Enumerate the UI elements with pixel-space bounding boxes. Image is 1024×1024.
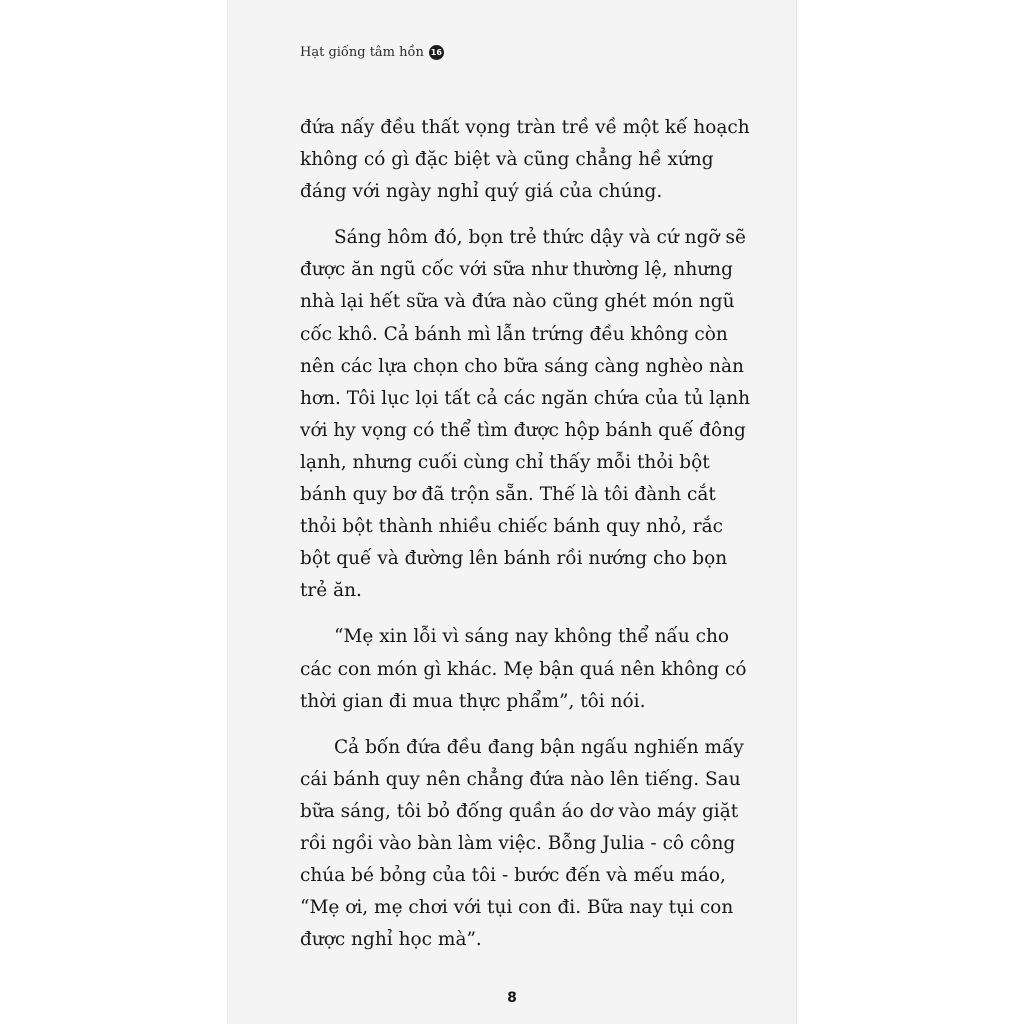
volume-badge: 16 [429,45,444,60]
paragraph-4: Cả bốn đứa đều đang bận ngấu nghiến mấy cái bánh quy nên chẳng đứa nào lên tiếng. Sau bữa sáng, tôi bỏ đống quần áo dơ vào máy giặt rồi ngồi vào bàn làm việc. Bỗng Julia - cô công chúa bé bỏng của tôi - bước đến và mếu máo, “Mẹ ơi, mẹ chơi với tụi con đi. Bữa nay tụi con được nghỉ học mà”. [300,736,744,951]
paragraph-2: Sáng hôm đó, bọn trẻ thức dậy và cứ ngỡ sẽ được ăn ngũ cốc với sữa như thường lệ, nhưng nhà lại hết sữa và đứa nào cũng ghét món ngũ cốc khô. Cả bánh mì lẫn trứng đều không còn nên các lựa chọn cho bữa sáng càng nghèo nàn hơn. Tôi lục lọi tất cả các ngăn chứa của tủ lạnh với hy vọng có thể tìm được hộp bánh quế đông lạnh, nhưng cuối cùng chỉ thấy mỗi thỏi bột bánh quy bơ đã trộn sẵn. Thế là tôi đành cắt thỏi bột thành nhiều chiếc bánh quy nhỏ, rắc bột quế và đường lên bánh rồi nướng cho bọn trẻ ăn. [300,227,751,602]
book-page [227,0,797,1024]
paragraph-1: đứa nấy đều thất vọng tràn trề về một kế hoạch không có gì đặc biệt và cũng chẳng hề xứng đáng với ngày nghỉ quý giá của chúng. [300,117,750,203]
page-number: 8 [507,990,517,1006]
body-text [300,112,756,970]
book-title: Hạt giống tâm hồn [300,45,424,60]
running-head [300,45,444,60]
paragraph-3: “Mẹ xin lỗi vì sáng nay không thể nấu cho các con món gì khác. Mẹ bận quá nên không có thời gian đi mua thực phẩm”, tôi nói. [300,626,747,712]
